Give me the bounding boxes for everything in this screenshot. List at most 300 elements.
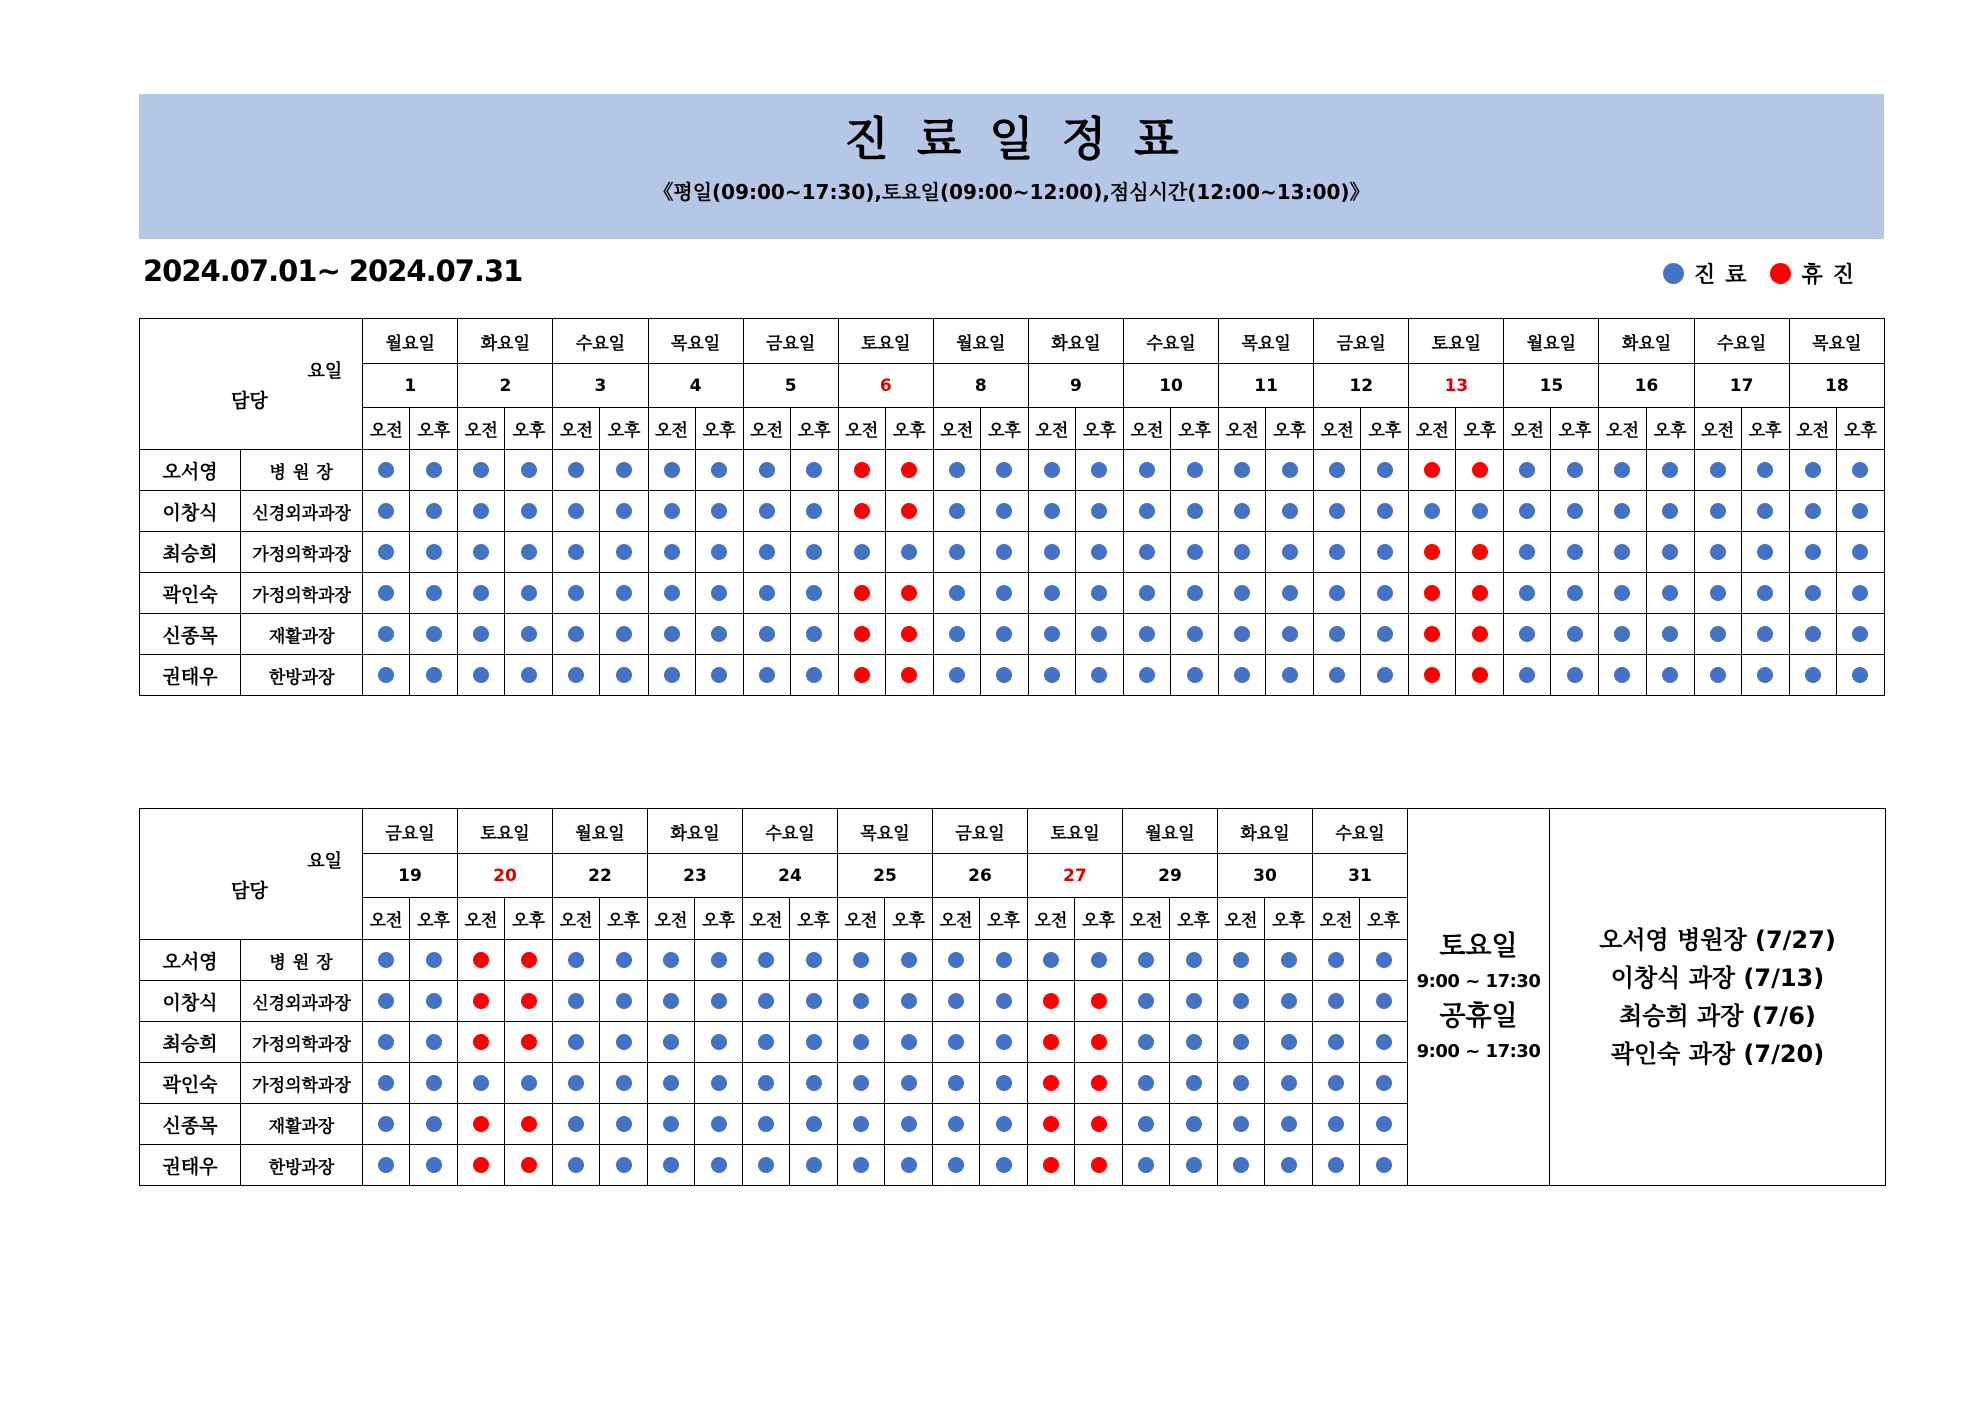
open-dot-icon: [1376, 993, 1392, 1009]
am-header: 오전: [1504, 408, 1551, 450]
open-dot-icon: [378, 667, 394, 683]
open-dot-icon: [473, 1075, 489, 1091]
open-dot-icon: [1614, 585, 1630, 601]
schedule-cell: [1075, 1022, 1123, 1063]
schedule-cell: [1646, 573, 1694, 614]
open-dot-icon: [1852, 503, 1868, 519]
schedule-cell: [410, 981, 458, 1022]
closed-dot-icon: [1472, 462, 1488, 478]
closed-dot-icon: [1424, 544, 1440, 560]
schedule-cell: [1551, 532, 1599, 573]
open-dot-icon: [616, 503, 632, 519]
open-dot-icon: [1281, 1157, 1297, 1173]
open-dot-icon: [1044, 667, 1060, 683]
schedule-cell: [1123, 614, 1170, 655]
schedule-cell: [743, 1145, 790, 1186]
date-header: 10: [1123, 364, 1218, 408]
weekday-header: 목요일: [838, 809, 933, 854]
schedule-cell: [363, 1063, 410, 1104]
open-dot-icon: [996, 462, 1012, 478]
schedule-cell: [743, 573, 790, 614]
schedule-cell: [933, 1022, 980, 1063]
holiday-title: 공휴일: [1439, 1001, 1518, 1032]
schedule-cell: [743, 1104, 790, 1145]
open-dot-icon: [853, 1034, 869, 1050]
open-dot-icon: [521, 667, 537, 683]
schedule-cell: [695, 1145, 743, 1186]
open-dot-icon: [378, 626, 394, 642]
closed-dot-icon: [901, 585, 917, 601]
open-dot-icon: [616, 1157, 632, 1173]
closed-dot-icon: [1091, 1075, 1107, 1091]
open-dot-icon: [948, 1157, 964, 1173]
am-header: 오전: [1789, 408, 1836, 450]
schedule-cell: [505, 1145, 553, 1186]
open-dot-icon: [711, 503, 727, 519]
open-dot-icon: [1519, 667, 1535, 683]
schedule-cell: [1409, 532, 1456, 573]
open-dot-icon: [1233, 1075, 1249, 1091]
schedule-cell: [1075, 1145, 1123, 1186]
schedule-cell: [885, 450, 933, 491]
doctor-position: 재활과장: [241, 614, 363, 655]
schedule-cell: [553, 532, 600, 573]
open-dot-icon: [1614, 503, 1630, 519]
schedule-cell: [458, 1063, 505, 1104]
date-header: 1: [363, 364, 458, 408]
pm-header: 오후: [1360, 898, 1408, 940]
pm-header: 오후: [885, 898, 933, 940]
schedule-cell: [410, 532, 458, 573]
open-dot-icon: [1377, 667, 1393, 683]
open-dot-icon: [1233, 993, 1249, 1009]
doctor-position: 한방과장: [241, 655, 363, 696]
open-dot-icon: [426, 626, 442, 642]
schedule-cell: [1836, 573, 1884, 614]
schedule-cell: [1789, 573, 1836, 614]
damdang-label: 담당: [231, 880, 268, 902]
schedule-cell: [1028, 655, 1075, 696]
open-dot-icon: [948, 1075, 964, 1091]
weekday-header: 화요일: [1028, 319, 1123, 364]
schedule-cell: [505, 573, 553, 614]
open-dot-icon: [1233, 1116, 1249, 1132]
schedule-table-2: [139, 808, 1886, 1186]
pm-header: 오후: [1171, 408, 1219, 450]
open-dot-icon: [1614, 626, 1630, 642]
open-dot-icon: [711, 1116, 727, 1132]
schedule-cell: [1266, 532, 1314, 573]
pm-header: 오후: [1551, 408, 1599, 450]
doctor-name: 신종목: [140, 1104, 241, 1145]
schedule-cell: [838, 614, 885, 655]
schedule-cell: [1266, 491, 1314, 532]
open-dot-icon: [901, 1075, 917, 1091]
doctor-name: 권태우: [140, 1145, 241, 1186]
header-corner-cell: [140, 809, 363, 940]
schedule-cell: [648, 614, 695, 655]
schedule-cell: [363, 655, 410, 696]
open-dot-icon: [1328, 1075, 1344, 1091]
schedule-cell: [1313, 940, 1360, 981]
open-dot-icon: [426, 1075, 442, 1091]
schedule-cell: [695, 940, 743, 981]
schedule-cell: [790, 655, 838, 696]
open-dot-icon: [1281, 993, 1297, 1009]
am-header: 오전: [1123, 898, 1170, 940]
open-dot-icon: [759, 544, 775, 560]
schedule-cell: [790, 573, 838, 614]
open-dot-icon: [1710, 544, 1726, 560]
date-header: 11: [1219, 364, 1314, 408]
schedule-cell: [1360, 981, 1408, 1022]
open-dot-icon: [378, 993, 394, 1009]
schedule-cell: [1028, 491, 1075, 532]
closed-dot-icon: [1043, 1075, 1059, 1091]
open-dot-icon: [1187, 503, 1203, 519]
doctor-row: [140, 573, 1885, 614]
closed-dot-icon: [1091, 1034, 1107, 1050]
open-dot-icon: [1614, 544, 1630, 560]
open-dot-icon: [426, 585, 442, 601]
open-dot-icon: [1519, 626, 1535, 642]
schedule-cell: [600, 1145, 648, 1186]
schedule-cell: [743, 614, 790, 655]
schedule-cell: [1218, 940, 1265, 981]
open-dot-icon: [1376, 1116, 1392, 1132]
open-dot-icon: [949, 544, 965, 560]
open-dot-icon: [1043, 952, 1059, 968]
saturday-hours-note: [1408, 809, 1550, 1186]
schedule-cell: [1218, 1104, 1265, 1145]
schedule-cell: [363, 981, 410, 1022]
schedule-cell: [553, 450, 600, 491]
open-dot-icon: [853, 952, 869, 968]
yoil-label: 요일: [307, 851, 342, 872]
schedule-cell: [410, 573, 458, 614]
pm-header: 오후: [1456, 408, 1504, 450]
schedule-cell: [648, 940, 695, 981]
am-header: 오전: [838, 898, 885, 940]
open-dot-icon: [1233, 952, 1249, 968]
weekday-header: 수요일: [553, 319, 648, 364]
schedule-cell: [553, 981, 600, 1022]
schedule-cell: [1314, 450, 1361, 491]
open-dot-icon: [758, 993, 774, 1009]
open-dot-icon: [1614, 667, 1630, 683]
open-dot-icon: [1091, 544, 1107, 560]
open-dot-icon: [1234, 626, 1250, 642]
saturday-hours: 9:00 ~ 17:30: [1416, 971, 1541, 992]
schedule-cell: [1694, 491, 1741, 532]
schedule-cell: [1741, 655, 1789, 696]
open-dot-icon: [901, 1034, 917, 1050]
open-dot-icon: [663, 1116, 679, 1132]
schedule-cell: [980, 450, 1028, 491]
schedule-cell: [458, 655, 505, 696]
open-dot-icon: [568, 1116, 584, 1132]
open-dot-icon: [759, 503, 775, 519]
schedule-cell: [695, 1022, 743, 1063]
open-dot-icon: [664, 503, 680, 519]
doctor-position: 가정의학과장: [241, 573, 363, 614]
yoil-label: 요일: [307, 361, 343, 382]
open-dot-icon: [1234, 667, 1250, 683]
schedule-cell: [1219, 450, 1266, 491]
schedule-cell: [1075, 491, 1123, 532]
open-dot-icon: [568, 1075, 584, 1091]
open-dot-icon: [1567, 462, 1583, 478]
schedule-cell: [458, 532, 505, 573]
date-header: 23: [648, 854, 743, 898]
open-dot-icon: [1710, 667, 1726, 683]
schedule-cell: [1028, 981, 1075, 1022]
schedule-cell: [885, 981, 933, 1022]
closed-dot-icon: [901, 667, 917, 683]
schedule-cell: [410, 450, 458, 491]
open-dot-icon: [378, 462, 394, 478]
date-header: 13: [1409, 364, 1504, 408]
closed-dot-icon: [1424, 585, 1440, 601]
schedule-cell: [1123, 491, 1170, 532]
schedule-cell: [1028, 940, 1075, 981]
schedule-cell: [1646, 532, 1694, 573]
schedule-cell: [1123, 1145, 1170, 1186]
schedule-cell: [1123, 1063, 1170, 1104]
schedule-cell: [885, 655, 933, 696]
schedule-cell: [1551, 573, 1599, 614]
open-dot-icon: [1519, 585, 1535, 601]
schedule-cell: [1075, 1104, 1123, 1145]
open-dot-icon: [1187, 626, 1203, 642]
open-dot-icon: [1281, 952, 1297, 968]
schedule-cell: [933, 981, 980, 1022]
schedule-cell: [1409, 450, 1456, 491]
schedule-cell: [743, 1063, 790, 1104]
legend-closed-label: 휴진: [1801, 263, 1864, 288]
pm-header: 오후: [410, 898, 458, 940]
open-dot-icon: [1139, 585, 1155, 601]
schedule-cell: [1504, 450, 1551, 491]
schedule-cell: [790, 532, 838, 573]
open-dot-icon: [568, 952, 584, 968]
schedule-cell: [933, 940, 980, 981]
date-header: 4: [648, 364, 743, 408]
schedule-cell: [600, 614, 648, 655]
open-dot-icon: [616, 1034, 632, 1050]
weekday-header: 수요일: [1313, 809, 1408, 854]
open-dot-icon: [1662, 544, 1678, 560]
schedule-cell: [600, 1022, 648, 1063]
open-dot-icon: [948, 952, 964, 968]
schedule-cell: [790, 940, 838, 981]
pm-header: 오후: [1266, 408, 1314, 450]
open-dot-icon: [996, 1116, 1012, 1132]
open-dot-icon: [1519, 544, 1535, 560]
weekday-header: 화요일: [648, 809, 743, 854]
open-dot-icon: [1757, 667, 1773, 683]
schedule-cell: [648, 1145, 695, 1186]
schedule-cell: [1789, 614, 1836, 655]
doctor-position: 가정의학과장: [241, 532, 363, 573]
schedule-cell: [933, 1063, 980, 1104]
schedule-cell: [648, 1063, 695, 1104]
open-dot-icon: [901, 1116, 917, 1132]
am-header: 오전: [1313, 898, 1360, 940]
schedule-cell: [1313, 1145, 1360, 1186]
closed-dot-icon: [901, 462, 917, 478]
weekday-header: 수요일: [743, 809, 838, 854]
schedule-cell: [600, 981, 648, 1022]
open-dot-icon: [853, 1075, 869, 1091]
pm-header: 오후: [1361, 408, 1409, 450]
open-dot-icon: [1186, 1034, 1202, 1050]
doctor-row: [140, 491, 1885, 532]
page-title: 진료일정표: [844, 112, 1207, 166]
schedule-cell: [743, 940, 790, 981]
schedule-cell: [458, 573, 505, 614]
weekday-header: 금요일: [743, 319, 838, 364]
closed-dot-icon: [854, 503, 870, 519]
schedule-cell: [1313, 1104, 1360, 1145]
open-dot-icon: [1282, 626, 1298, 642]
open-dot-icon: [1091, 585, 1107, 601]
schedule-cell: [1694, 573, 1741, 614]
open-dot-icon: [1139, 544, 1155, 560]
schedule-cell: [1599, 614, 1646, 655]
schedule-cell: [553, 940, 600, 981]
damdang-label: 담당: [231, 390, 268, 412]
schedule-table-1: [139, 318, 1885, 696]
open-dot-icon: [1472, 503, 1488, 519]
date-header: 25: [838, 854, 933, 898]
schedule-cell: [980, 1104, 1028, 1145]
doctor-position: 가정의학과장: [241, 1063, 363, 1104]
schedule-cell: [933, 532, 980, 573]
open-dot-icon: [806, 585, 822, 601]
schedule-cell: [980, 532, 1028, 573]
open-dot-icon: [1662, 667, 1678, 683]
schedule-cell: [743, 532, 790, 573]
schedule-cell: [1313, 1022, 1360, 1063]
open-dot-icon: [1139, 503, 1155, 519]
am-header: 오전: [1028, 408, 1075, 450]
doctor-row: [140, 450, 1885, 491]
open-dot-icon: [853, 1157, 869, 1173]
schedule-cell: [1551, 450, 1599, 491]
schedule-cell: [505, 491, 553, 532]
schedule-cell: [1171, 655, 1219, 696]
pm-header: 오후: [695, 898, 743, 940]
open-dot-icon: [1186, 1075, 1202, 1091]
open-dot-icon: [616, 585, 632, 601]
open-dot-icon: [426, 667, 442, 683]
open-dot-icon: [711, 1034, 727, 1050]
doctor-name: 이창식: [140, 981, 241, 1022]
schedule-cell: [1266, 573, 1314, 614]
open-dot-icon: [1281, 1075, 1297, 1091]
open-dot-icon: [996, 993, 1012, 1009]
schedule-cell: [695, 573, 743, 614]
open-dot-icon: [1187, 667, 1203, 683]
schedule-cell: [505, 532, 553, 573]
doctor-row: [140, 532, 1885, 573]
schedule-cell: [790, 981, 838, 1022]
open-dot-icon: [996, 952, 1012, 968]
schedule-cell: [1075, 573, 1123, 614]
schedule-cell: [410, 1063, 458, 1104]
schedule-cell: [505, 614, 553, 655]
open-dot-icon: [948, 1034, 964, 1050]
pm-header: 오후: [600, 408, 648, 450]
schedule-cell: [695, 981, 743, 1022]
schedule-cell: [505, 1063, 553, 1104]
schedule-cell: [1551, 655, 1599, 696]
schedule-cell: [600, 450, 648, 491]
schedule-cell: [1360, 1145, 1408, 1186]
schedule-cell: [1123, 981, 1170, 1022]
open-dot-icon: [378, 952, 394, 968]
doctor-name: 권태우: [140, 655, 241, 696]
open-dot-icon: [664, 462, 680, 478]
open-dot-icon: [1091, 626, 1107, 642]
weekday-header: 금요일: [363, 809, 458, 854]
schedule-cell: [648, 532, 695, 573]
open-dot-icon: [663, 1075, 679, 1091]
open-dot-icon: [426, 462, 442, 478]
schedule-cell: [1075, 1063, 1123, 1104]
schedule-cell: [933, 573, 980, 614]
weekday-header: 목요일: [648, 319, 743, 364]
open-dot-icon: [806, 544, 822, 560]
open-dot-icon: [758, 1157, 774, 1173]
schedule-cell: [1646, 491, 1694, 532]
schedule-cell: [1694, 450, 1741, 491]
schedule-cell: [1265, 1022, 1313, 1063]
schedule-cell: [1170, 1063, 1218, 1104]
schedule-cell: [410, 614, 458, 655]
open-dot-icon: [568, 544, 584, 560]
open-dot-icon: [1376, 1034, 1392, 1050]
schedule-cell: [458, 1145, 505, 1186]
schedule-cell: [790, 491, 838, 532]
legend-open-label: 진료: [1693, 263, 1757, 288]
schedule-cell: [885, 614, 933, 655]
open-dot-icon: [1852, 585, 1868, 601]
schedule-cell: [885, 1104, 933, 1145]
open-dot-icon: [1710, 626, 1726, 642]
schedule-cell: [648, 573, 695, 614]
pm-header: 오후: [505, 408, 553, 450]
weekday-header: 토요일: [838, 319, 933, 364]
schedule-cell: [933, 614, 980, 655]
open-dot-icon: [1567, 503, 1583, 519]
open-dot-icon: [1328, 1116, 1344, 1132]
open-dot-icon: [1662, 462, 1678, 478]
open-dot-icon: [1091, 462, 1107, 478]
schedule-cell: [363, 940, 410, 981]
open-dot-icon: [1377, 626, 1393, 642]
schedule-cell: [458, 491, 505, 532]
open-dot-icon: [568, 503, 584, 519]
doctor-position: 병원장: [241, 450, 363, 491]
schedule-cell: [505, 1104, 553, 1145]
open-dot-icon: [616, 462, 632, 478]
am-header: 오전: [648, 898, 695, 940]
open-dot-icon: [663, 952, 679, 968]
open-dot-icon: [948, 1116, 964, 1132]
open-dot-icon: [1282, 462, 1298, 478]
